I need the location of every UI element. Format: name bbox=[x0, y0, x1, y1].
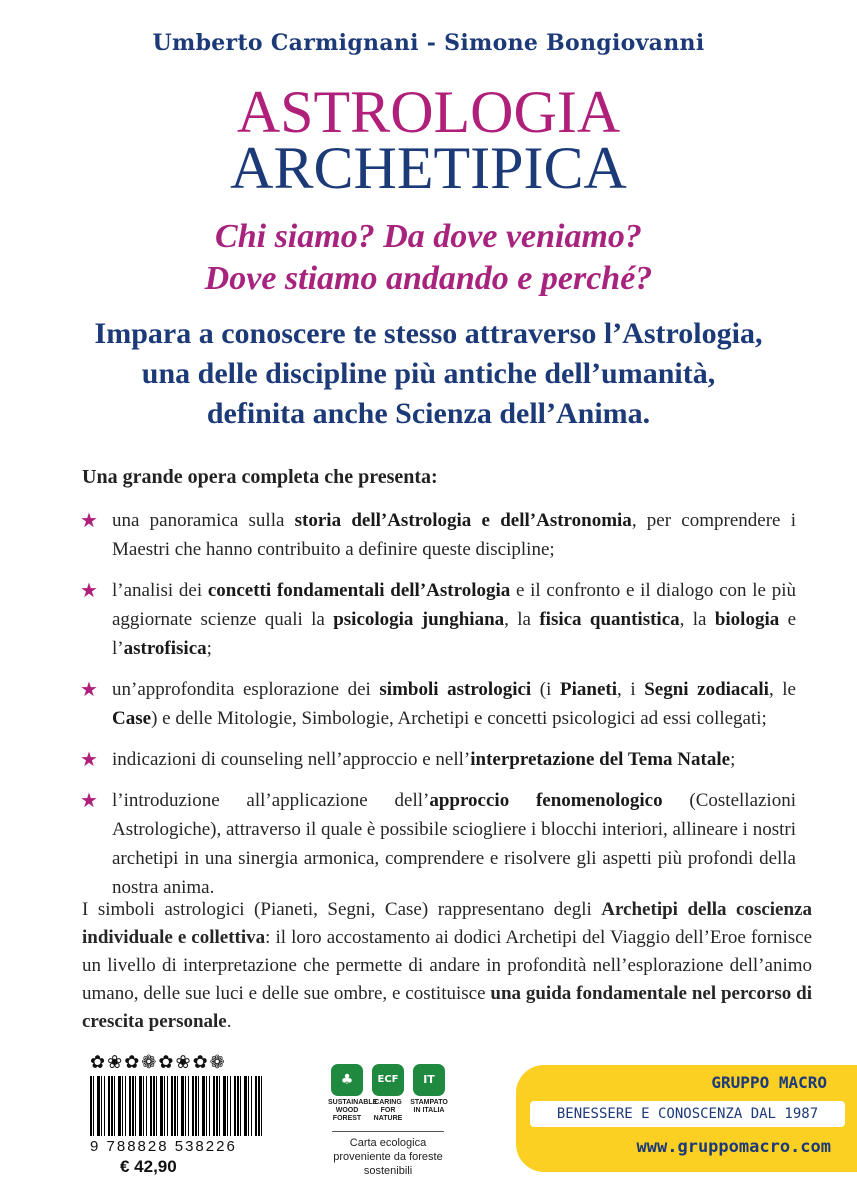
intro-heading: Una grande opera completa che presenta: bbox=[82, 466, 438, 488]
bold-text: Segni zodiacali bbox=[644, 679, 769, 700]
text: e l’ bbox=[112, 609, 797, 659]
eco-paper-text: Carta ecologica proveniente da foreste sostenibili bbox=[333, 1137, 443, 1177]
text: l’introduzione all’applicazione dell’ bbox=[112, 790, 430, 811]
star-icon: ★ bbox=[80, 788, 98, 812]
text: ) e delle Mitologie, Simbologie, Archetipi e concetti psicologici ad essi collegati; bbox=[151, 708, 767, 729]
questions bbox=[0, 216, 857, 300]
publisher-url: www.gruppomacro.com bbox=[636, 1137, 831, 1157]
text: (Costellazioni Astrologiche), attraverso il quale è possibile sciogliere i blocchi interiori, allineare i nostri archetipi in una sinergia armonica, comprendere e risolvere gli aspetti più profondi della nostra anima. bbox=[112, 790, 796, 898]
publisher-name: GRUPPO MACRO bbox=[711, 1073, 827, 1092]
flower-icon: ✿ bbox=[192, 1052, 208, 1073]
description-paragraph bbox=[82, 896, 812, 1036]
tree-icon: ♣ bbox=[331, 1064, 363, 1096]
text: : il loro accostamento ai dodici Archetipi del Viaggio dell’Eroe fornisce un livello di interpretazione che permette di andare in profondità nell’esplorazione dell’animo umano, delle sue luci e delle sue ombre, e costituisce bbox=[82, 927, 813, 1004]
flower-icon: ✿ bbox=[124, 1052, 140, 1073]
text: , i bbox=[617, 679, 645, 700]
ecf-icon: ECF bbox=[372, 1064, 404, 1096]
lead-line1: Impara a conoscere te stesso attraverso l’Astrologia, bbox=[94, 317, 763, 350]
flower-icon: ❁ bbox=[141, 1052, 157, 1073]
eco-label: CARING FOR NATURE bbox=[373, 1099, 403, 1122]
text: indicazioni di counseling nell’approccio e nell’ bbox=[112, 749, 471, 770]
lead-line3: definita anche Scienza dell’Anima. bbox=[206, 397, 651, 430]
flower-icon: ❀ bbox=[107, 1052, 123, 1073]
publisher-banner bbox=[516, 1065, 857, 1172]
flower-icons bbox=[90, 1054, 270, 1072]
eco-item bbox=[410, 1064, 448, 1123]
authors: Umberto Carmignani - Simone Bongiovanni bbox=[152, 30, 705, 56]
text: . bbox=[226, 1011, 232, 1032]
bold-text: approccio fenomenologico bbox=[429, 790, 663, 811]
lead-line2: una delle discipline più antiche dell’umanità, bbox=[141, 357, 716, 390]
text: , la bbox=[504, 609, 540, 630]
book-title-line1: ASTROLOGIA bbox=[236, 79, 621, 145]
bold-text: Archetipi della coscienza individuale e collettiva bbox=[82, 899, 812, 948]
question-line2: Dove stiamo andando e perché? bbox=[204, 260, 653, 297]
eco-item bbox=[369, 1064, 407, 1123]
list-item bbox=[76, 576, 796, 663]
publisher-tagline: BENESSERE E CONOSCENZA DAL 1987 bbox=[530, 1101, 845, 1127]
feature-list bbox=[76, 506, 796, 914]
divider bbox=[332, 1131, 444, 1132]
text: (i bbox=[531, 679, 560, 700]
text: una panoramica sulla bbox=[112, 510, 295, 531]
bold-text: psicologia junghiana bbox=[333, 609, 505, 630]
question-line1: Chi siamo? Da dove veniamo? bbox=[215, 218, 642, 255]
star-icon: ★ bbox=[80, 677, 98, 701]
text: ; bbox=[206, 638, 212, 659]
eco-certifications bbox=[328, 1064, 448, 1178]
bold-text: una guida fondamentale nel percorso di crescita personale bbox=[82, 983, 812, 1032]
book-title-line2: ARCHETIPICA bbox=[230, 135, 627, 201]
price: € 42,90 bbox=[120, 1157, 177, 1176]
text: l’analisi dei bbox=[112, 580, 208, 601]
bold-text: interpretazione del Tema Natale bbox=[470, 749, 731, 770]
flower-icon: ✿ bbox=[158, 1052, 174, 1073]
text: I simboli astrologici (Pianeti, Segni, Case) rappresentano degli bbox=[82, 899, 602, 920]
flower-icon: ❁ bbox=[209, 1052, 225, 1073]
bold-text: Pianeti bbox=[560, 679, 617, 700]
list-item bbox=[76, 745, 796, 774]
barcode-block bbox=[90, 1054, 270, 1177]
eco-label: SUSTAINABLE WOOD FOREST bbox=[328, 1099, 378, 1122]
lead-text bbox=[0, 314, 857, 434]
flower-icon: ❀ bbox=[175, 1052, 191, 1073]
barcode bbox=[90, 1076, 262, 1136]
italy-icon: IT bbox=[413, 1064, 445, 1096]
bold-text: fisica quantistica bbox=[539, 609, 680, 630]
bold-text: astrofisica bbox=[123, 638, 207, 659]
bold-text: concetti fondamentali dell’Astrologia bbox=[207, 580, 511, 601]
bold-text: Case bbox=[112, 708, 152, 729]
star-icon: ★ bbox=[80, 578, 98, 602]
star-icon: ★ bbox=[80, 747, 98, 771]
text: , per comprendere i Maestri che hanno contribuito a definire queste discipline; bbox=[112, 510, 796, 560]
eco-label: STAMPATO IN ITALIA bbox=[410, 1099, 448, 1114]
text: , le bbox=[768, 679, 796, 700]
bold-text: biologia bbox=[714, 609, 780, 630]
eco-item bbox=[328, 1064, 378, 1123]
bold-text: simboli astrologici bbox=[379, 679, 532, 700]
text: , la bbox=[679, 609, 715, 630]
flower-icon: ✿ bbox=[90, 1052, 106, 1073]
text: ; bbox=[730, 749, 736, 770]
list-item bbox=[76, 675, 796, 733]
list-item bbox=[76, 786, 796, 902]
bold-text: storia dell’Astrologia e dell’Astronomia bbox=[294, 510, 632, 531]
text: e il confronto e il dialogo con le più aggiornate scienze quali la bbox=[112, 580, 796, 630]
isbn-number: 9 788828 538226 bbox=[90, 1138, 237, 1155]
text: un’approfondita esplorazione dei bbox=[112, 679, 380, 700]
star-icon: ★ bbox=[80, 508, 98, 532]
list-item bbox=[76, 506, 796, 564]
